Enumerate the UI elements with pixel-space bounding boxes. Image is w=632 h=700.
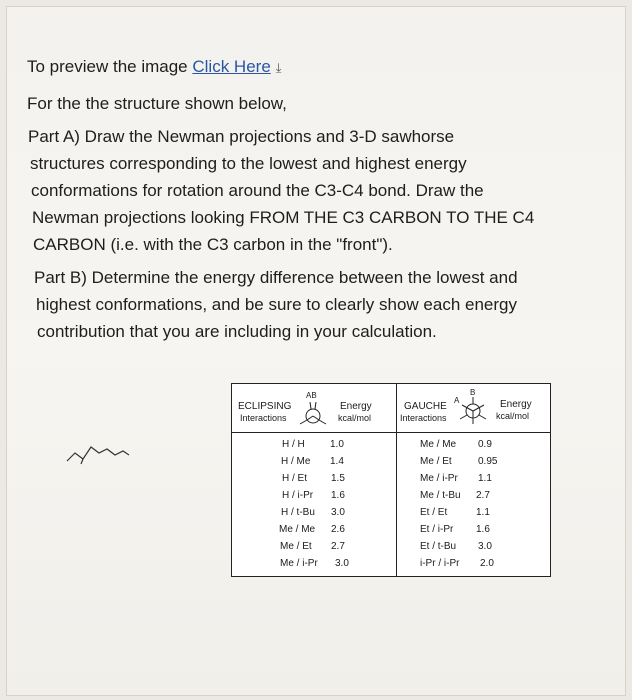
- part-a-line-2: structures corresponding to the lowest and highest energy: [30, 154, 467, 173]
- part-a-line-4: Newman projections looking FROM THE C3 CARBON TO THE C4: [32, 208, 535, 227]
- part-a-line-3: conformations for rotation around the C3-C4 bond. Draw the: [31, 181, 484, 200]
- table-divider-vertical: [396, 384, 397, 576]
- eclipsing-energy-unit: kcal/mol: [338, 413, 372, 423]
- gauche-energy-unit: kcal/mol: [496, 411, 530, 421]
- question-card: [6, 6, 626, 696]
- gauche-energy-title: Energy: [500, 399, 532, 410]
- energy-table: ECLIPSING Interactions AB Energy kcal/mol GAUCHE A B Interactions Energy kcal/mol H / H 1.0 H / Me 1.4 H / Et 1.5 H / i-Pr 1.6 H / t-Bu 3.0 Me / Me 2.6 Me / Et 2.7 Me / i-Pr 3.0 Me / Me 0.9 Me / Et 0.95 Me / i-Pr 1.1 Me / t-Bu 2.7 Et / Et 1.1 Et / i-Pr 1.6 Et / t-Bu 3.0 i-Pr / i-Pr 2.0: [231, 383, 551, 577]
- gauche-subtitle: Interactions: [400, 413, 447, 423]
- preview-line: [27, 57, 282, 77]
- part-b-line-2: highest conformations, and be sure to clearly show each energy: [36, 295, 517, 314]
- part-b-line-3: contribution that you are including in your calculation.: [37, 322, 437, 341]
- part-a-line-5: CARBON (i.e. with the C3 carbon in the "front").: [33, 235, 393, 254]
- gauche-newman-icon: [458, 396, 488, 426]
- click-here-link[interactable]: Click Here: [192, 57, 271, 76]
- intro-text: For the the structure shown below,: [27, 94, 287, 113]
- eclipsing-energy-title: Energy: [340, 401, 372, 412]
- gauche-b-label: B: [470, 388, 476, 397]
- part-b-line-1: Part B) Determine the energy difference between the lowest and: [34, 268, 518, 287]
- gauche-a-label: A: [454, 396, 460, 405]
- skeletal-structure: [65, 439, 131, 465]
- eclipsing-ab-label: AB: [306, 391, 317, 400]
- preview-prefix: To preview the image: [27, 57, 193, 76]
- table-divider-horizontal: [232, 432, 550, 433]
- eclipsed-newman-icon: [298, 400, 328, 428]
- part-a-line-1: Part A) Draw the Newman projections and 3-D sawhorse: [28, 127, 455, 146]
- gauche-title: GAUCHE: [404, 401, 447, 412]
- download-icon[interactable]: ⤓: [275, 60, 282, 75]
- eclipsing-title: ECLIPSING: [238, 401, 292, 412]
- eclipsing-subtitle: Interactions: [240, 413, 287, 423]
